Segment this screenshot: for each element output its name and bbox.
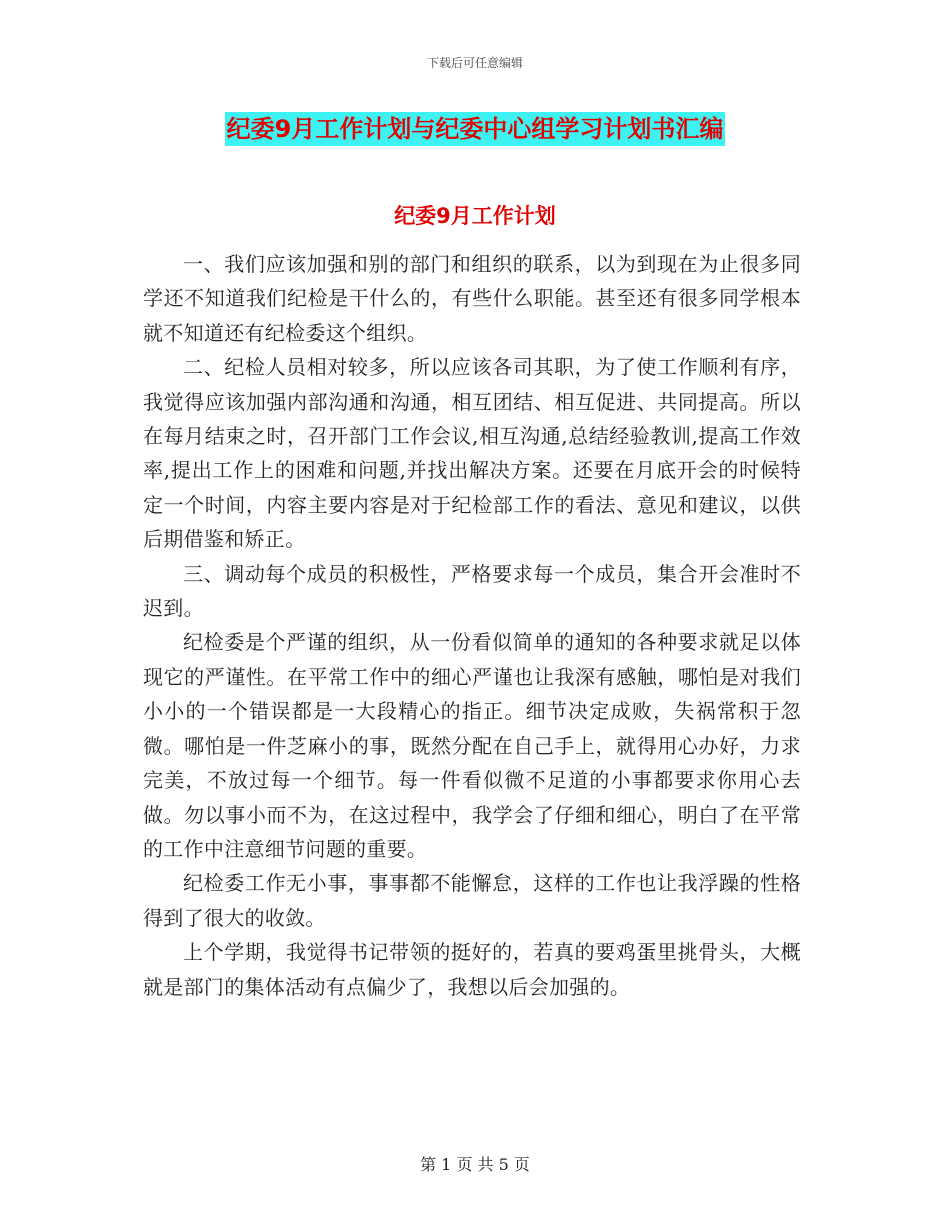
paragraph-3: 三、调动每个成员的积极性，严格要求每一个成员，集合开会准时不迟到。 [143,561,801,621]
paragraph-5: 纪检委工作无小事，事事都不能懈怠，这样的工作也让我浮躁的性格得到了很大的收敛。 [143,871,801,930]
paragraph-6: 上个学期，我觉得书记带领的挺好的，若真的要鸡蛋里挑骨头，大概就是部门的集体活动有点偏少了，我想以后会加强的。 [143,940,801,999]
document-body [143,247,801,1004]
paragraph-4: 纪检委是个严谨的组织，从一份看似简单的通知的各种要求就足以体现它的严谨性。在平常工作中的细心严谨也让我深有感触，哪怕是对我们小小的一个错误都是一大段精心的指正。细节决定成败，失祸常积于忽微。哪怕是一件芝麻小的事，既然分配在自己手上，就得用心办好，力求完美，不放过每一个细节。每一件看似微不足道的小事都要求你用心去做。勿以事小而不为，在这过程中，我学会了仔细和细心，明白了在平常的工作中注意细节问题的重要。 [143,630,801,861]
paragraph-1: 一、我们应该加强和别的部门和组织的联系，以为到现在为止很多同学还不知道我们纪检是干什么的，有些什么职能。甚至还有很多同学根本就不知道还有纪检委这个组织。 [143,252,801,345]
section-title: 纪委9月工作计划 [394,204,556,228]
document-title-container [0,112,950,146]
header-note: 下载后可任意编辑 [426,56,523,70]
paragraph-2: 二、纪检人员相对较多，所以应该各司其职，为了使工作顺利有序，我觉得应该加强内部沟通和沟通，相互团结、相互促进、共同提高。所以在每月结束之时，召开部门工作会议,相互沟通,总结经验教训,提高工作效率,提出工作上的困难和问题,并找出解决方案。还要在月底开会的时候特定一个时间，内容主要内容是对于纪检部工作的看法、意见和建议，以供后期借鉴和矫正。 [143,355,801,552]
document-title: 纪委9月工作计划与纪委中心组学习计划书汇编 [225,112,726,146]
page-footer: 第 1 页 共 5 页 [420,1155,530,1174]
